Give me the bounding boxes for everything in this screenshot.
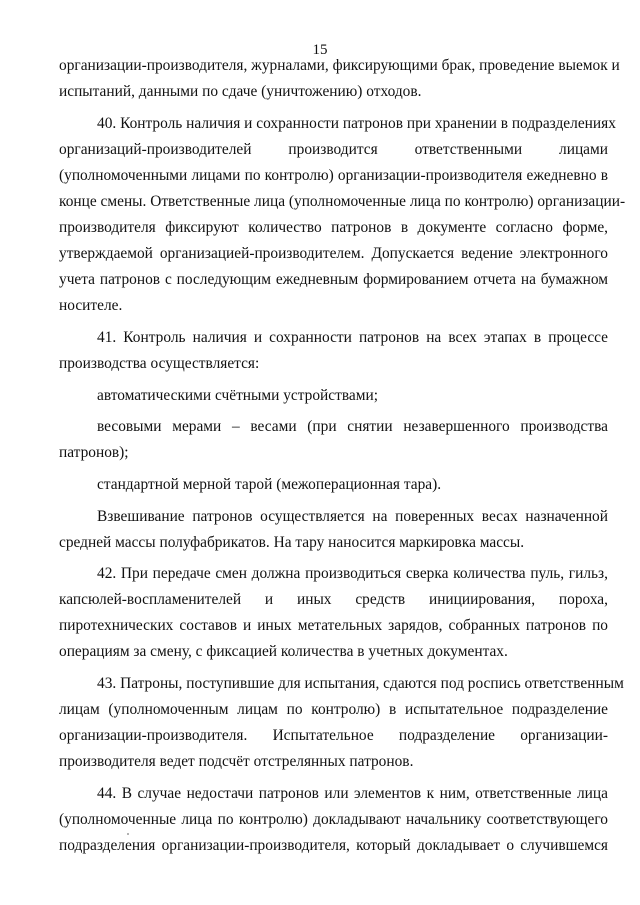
text-line: (уполномоченные лица по контролю) докладывают начальнику соответствующего: [59, 811, 608, 829]
text-line: 44. В случае недостачи патронов или элементов к ним, ответственные лица: [97, 784, 608, 802]
text-line: 42. При передаче смен должна производиться сверка количества пуль, гильз,: [97, 565, 608, 583]
text-line: утверждаемой организацией-производителем. Допускается ведение электронного: [59, 245, 608, 263]
scan-speck: [127, 833, 129, 835]
text-line: весовыми мерами – весами (при снятии незавершенного производства: [97, 418, 608, 436]
text-line: (уполномоченными лицами по контролю) организации-производителя ежедневно в: [59, 166, 608, 184]
page-number: 15: [312, 42, 328, 58]
text-line: организации-производителя, журналами, фиксирующими брак, проведение выемок и: [59, 57, 620, 74]
text-line: капсюлей-воспламенителей и иных средств инициирования, пороха,: [59, 591, 608, 609]
text-line: производителя фиксируют количество патронов в документе согласно форме,: [59, 219, 608, 237]
text-line: средней массы полуфабрикатов. На тару наносится маркировка массы.: [59, 533, 525, 551]
text-line: испытаний, данными по сдаче (уничтожению) отходов.: [59, 83, 422, 101]
text-line: операциям за смену, с фиксацией количества в учетных документах.: [59, 643, 508, 661]
text-line: 40. Контроль наличия и сохранности патронов при хранении в подразделениях: [97, 114, 616, 132]
text-line: пиротехнических составов и иных метательных зарядов, собранных патронов по: [59, 617, 608, 635]
text-line: стандартной мерной тарой (межоперационная тара).: [97, 475, 442, 493]
text-line: Взвешивание патронов осуществляется на поверенных весах назначенной: [97, 507, 608, 525]
text-line: организации-производителя. Испытательное подразделение организации-: [59, 727, 608, 745]
document-body: [59, 53, 626, 859]
text-line: носителе.: [59, 297, 123, 315]
text-line: автоматическими счётными устройствами;: [97, 386, 378, 404]
text-line: производства осуществляется:: [59, 355, 260, 373]
text-line: учета патронов с последующим ежедневным формированием отчета на бумажном: [59, 271, 608, 289]
text-line: организаций-производителей производится ответственными лицами: [59, 140, 608, 158]
text-line: подразделения организации-производителя, который докладывает о случившемся: [59, 837, 608, 855]
text-line: 41. Контроль наличия и сохранности патронов на всех этапах в процессе: [97, 328, 608, 346]
text-line: производителя ведет подсчёт отстрелянных патронов.: [59, 753, 414, 771]
text-line: патронов);: [59, 444, 129, 462]
text-line: лицам (уполномоченным лицам по контролю) в испытательное подразделение: [59, 701, 608, 719]
text-line: 43. Патроны, поступившие для испытания, сдаются под роспись ответственным: [97, 675, 624, 693]
text-line: конце смены. Ответственные лица (уполномоченные лица по контролю) организации-: [59, 192, 626, 210]
